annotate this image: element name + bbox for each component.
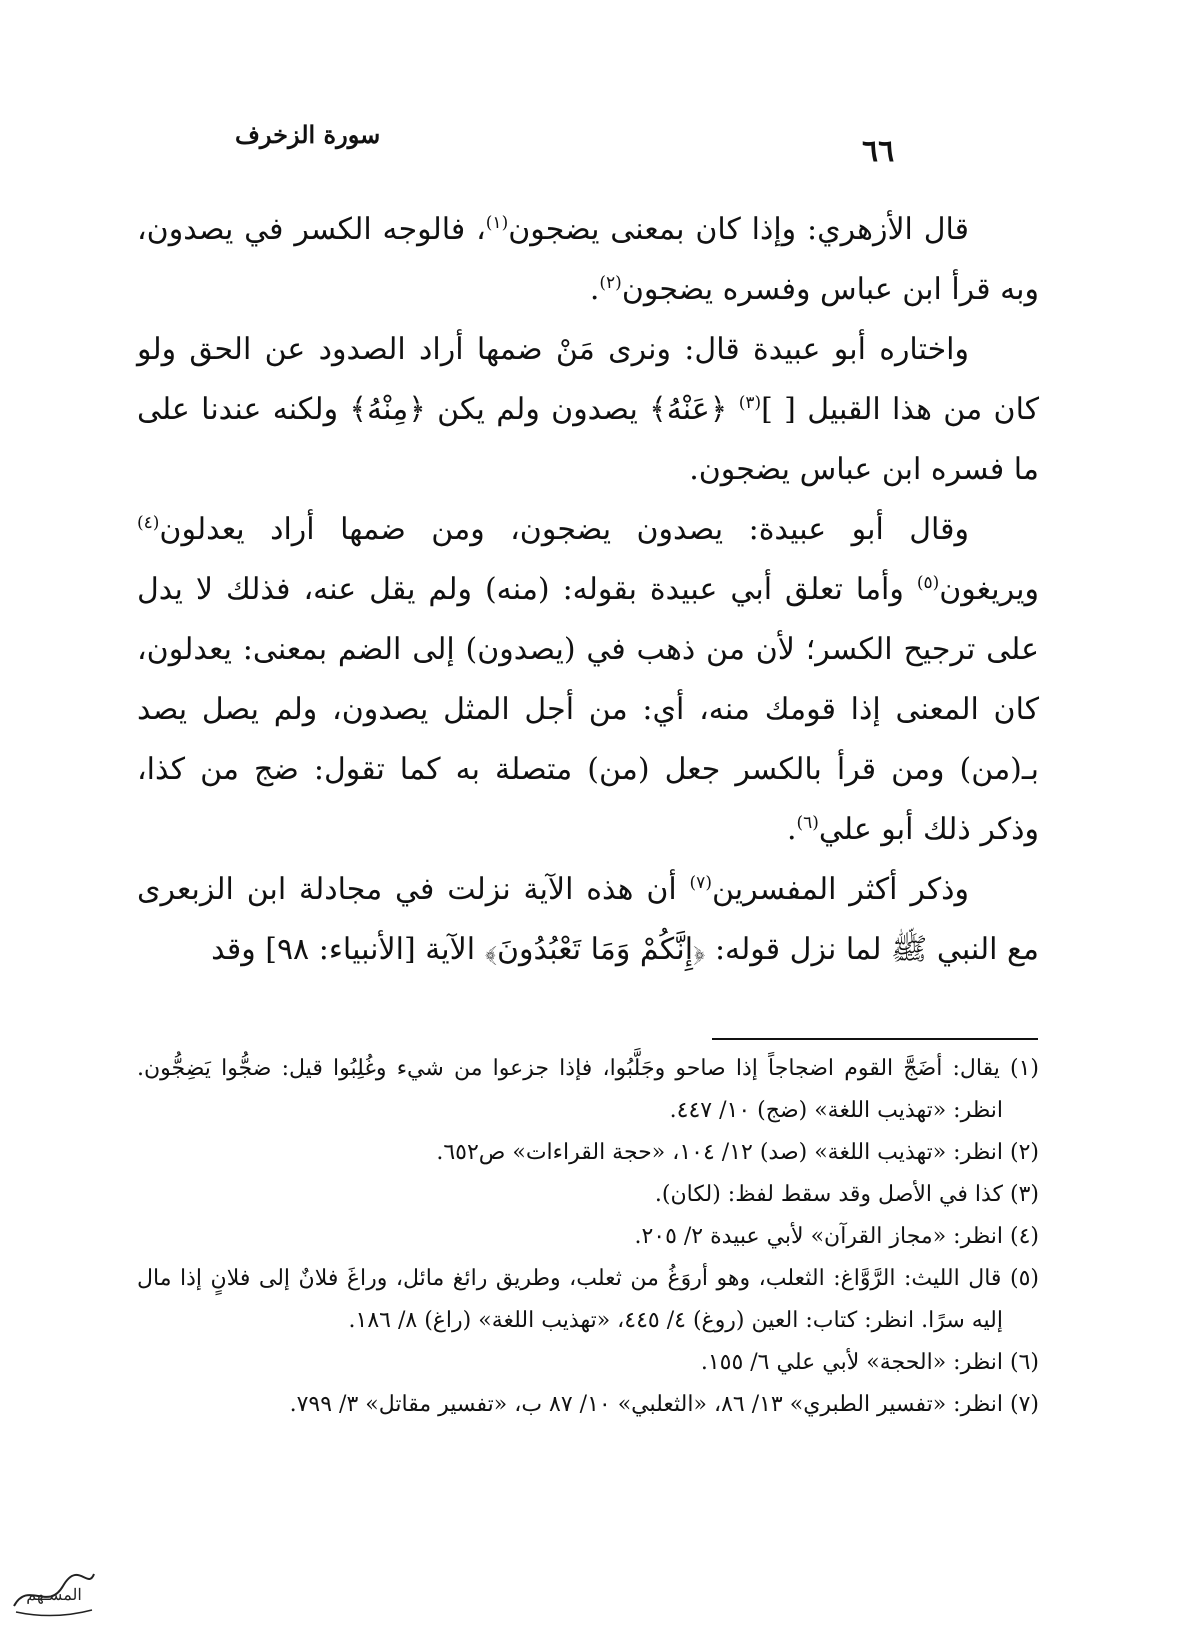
publisher-stamp-logo <box>8 1560 100 1622</box>
page-header <box>0 110 1185 169</box>
main-text <box>137 200 1039 980</box>
footnote-ref[interactable]: (٥) <box>916 573 940 593</box>
paragraph-3: وقال أبو عبيدة: يصدون يضجون، ومن ضمها أراد يعدلون$^{(٤)}$ ويريغون$^{(٥)}$ وأما تعلق أبي عبيدة بقوله: (منه) ولم يقل عنه، فذلك لا يدل على ترجيح الكسر؛ لأن من ذهب في (يصدون) إلى الضم بمعنى: يعدلون، كان المعنى إذا قومك منه، أي: من أجل المثل يصدون، ولم يصل يصد بـ(من) ومن قرأ بالكسر جعل (من) متصلة به كما تقول: ضج من كذا، وذكر ذلك أبو علي$^{(٦)}$. <box>137 512 1039 847</box>
paragraph-1: قال الأزهري: وإذا كان بمعنى يضجون$^{(١)}$، فالوجه الكسر في يصدون، وبه قرأ ابن عباس وفسره يضجون$^{(٢)}$. <box>137 212 1039 307</box>
footnote-5: (٥) قال الليث: الرَّوَّاغ: الثعلب، وهو أروَغُ من ثعلب، وطريق رائغ مائل، وراغَ فلانٌ إلى فلانٍ إذا مال إليه سرًا. انظر: كتاب: العين (روغ) ٤/ ٤٤٥، «تهذيب اللغة» (راغ) ٨/ ١٨٦. <box>137 1266 1039 1333</box>
footnote-4: (٤) انظر: «مجاز القرآن» لأبي عبيدة ٢/ ٢٠٥. <box>634 1224 1039 1249</box>
paragraph-2: واختاره أبو عبيدة قال: ونرى مَنْ ضمها أراد الصدود عن الحق ولو كان من هذا القبيل [ ]$^{(٣)}$ ﴿عَنْهُ﴾ يصدون ولم يكن ﴿مِنْهُ﴾ ولكنه عندنا على ما فسره ابن عباس يضجون. <box>137 332 1039 487</box>
footnote-1: (١) يقال: أضَجَّ القوم اضجاجاً إذا صاحو وجَلَّبُوا، فإذا جزعوا من شيء وغُلِبُوا قيل: ضجُّوا يَضِجُّون. انظر: «تهذيب اللغة» (ضج) ١٠/ ٤٤٧. <box>137 1056 1039 1123</box>
stamp-underline <box>16 1610 92 1616</box>
stamp-text: المسـهم <box>26 1585 82 1604</box>
footnote-7: (٧) انظر: «تفسير الطبري» ١٣/ ٨٦، «الثعلبي» ١٠/ ٨٧ ب، «تفسير مقاتل» ٣/ ٧٩٩. <box>289 1392 1039 1417</box>
footnote-divider <box>712 1038 1038 1040</box>
footnote-ref[interactable]: (٧) <box>689 873 712 893</box>
page-number: ٦٦ <box>862 134 895 169</box>
footnote-ref[interactable]: (٤) <box>137 513 160 533</box>
footnote-ref[interactable]: (١) <box>485 213 509 233</box>
surah-title: سورة الزخرف <box>235 120 381 149</box>
footnote-ref[interactable]: (٦) <box>796 813 819 833</box>
footnote-3: (٣) كذا في الأصل وقد سقط لفظ: (لكان). <box>654 1182 1039 1207</box>
footnote-6: (٦) انظر: «الحجة» لأبي علي ٦/ ١٥٥. <box>700 1350 1039 1375</box>
footnote-2: (٢) انظر: «تهذيب اللغة» (صد) ١٢/ ١٠٤، «حجة القراءات» ص٦٥٢. <box>436 1140 1039 1165</box>
footnotes <box>137 1048 1039 1426</box>
footnote-ref[interactable]: (٢) <box>599 273 622 293</box>
footnote-ref[interactable]: (٣) <box>738 393 762 413</box>
paragraph-4: وذكر أكثر المفسرين$^{(٧)}$ أن هذه الآية نزلت في مجادلة ابن الزبعرى مع النبي ﷺ لما نزل قوله: ﴿إِنَّكُمْ وَمَا تَعْبُدُونَ﴾ الآية [الأنبياء: ٩٨] وقد <box>137 872 1039 967</box>
